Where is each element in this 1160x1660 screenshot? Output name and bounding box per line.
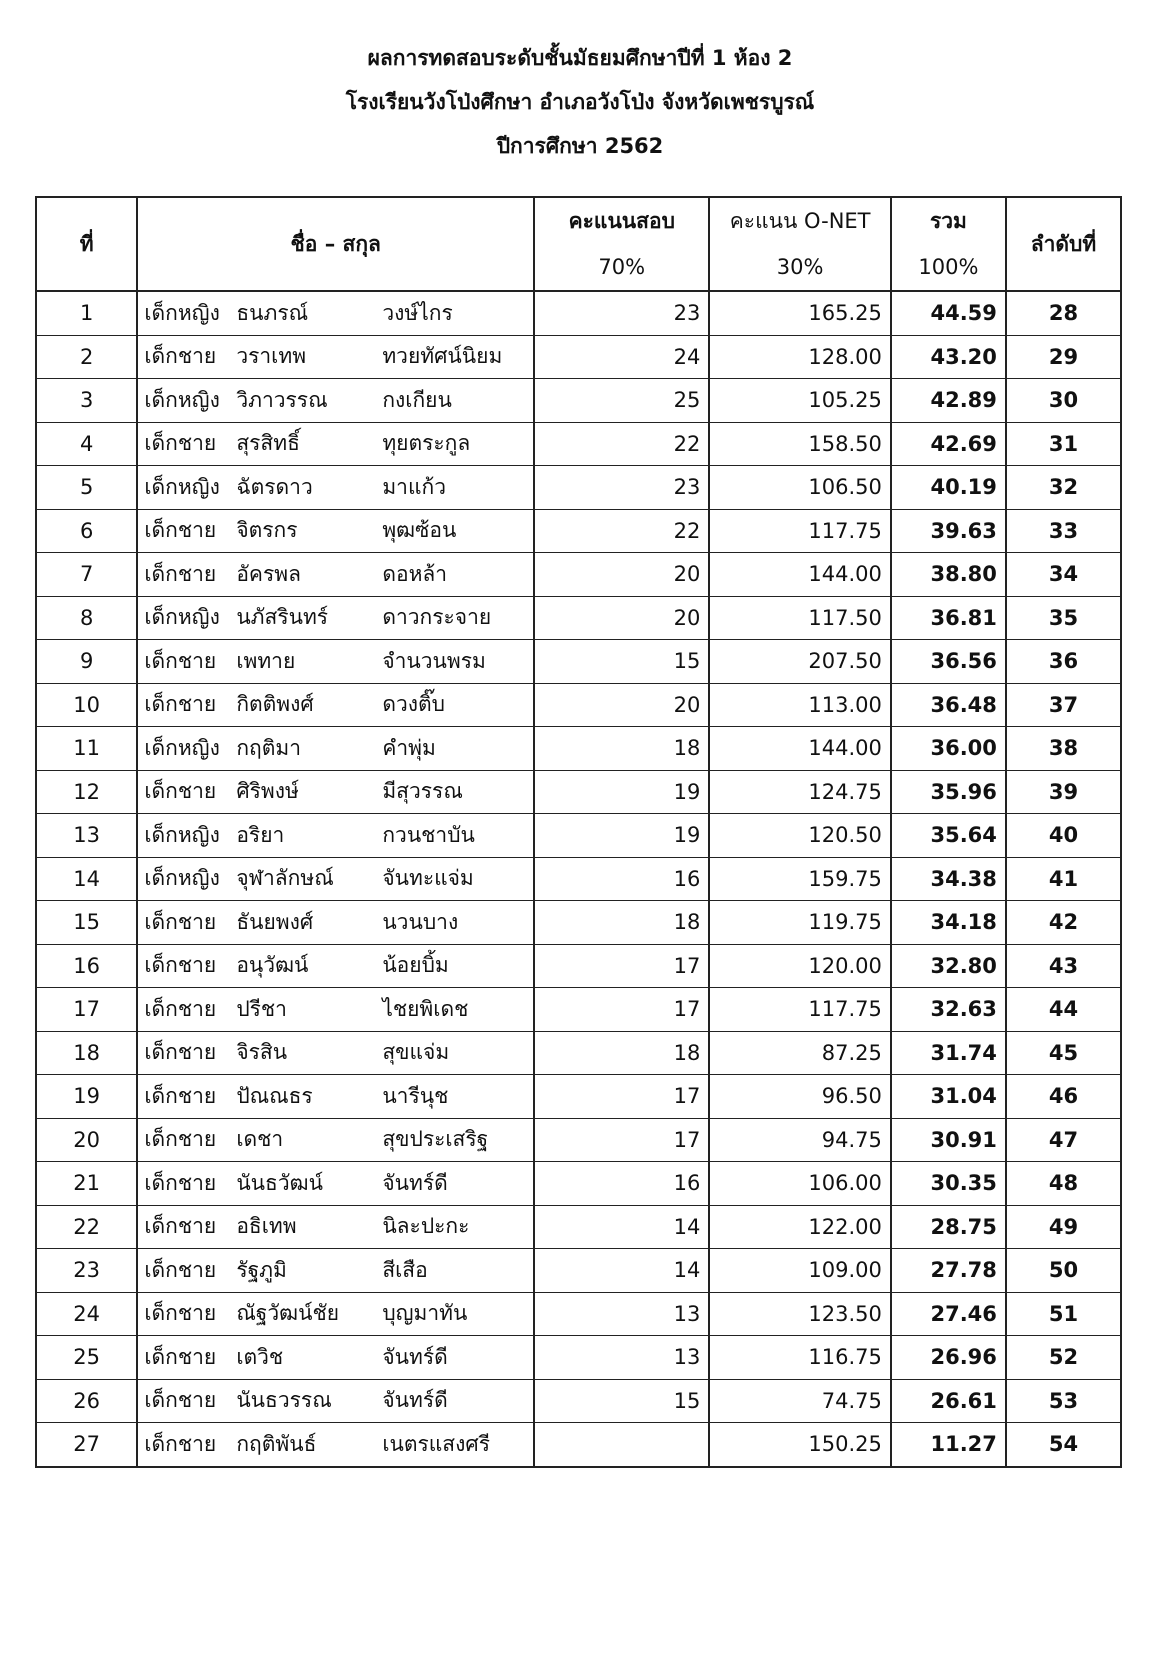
- total-score: 35.96: [891, 770, 1006, 814]
- exam-score: 19: [534, 770, 709, 814]
- last-name: มาแก้ว: [382, 474, 446, 499]
- row-number: 24: [36, 1292, 137, 1336]
- first-name: ณัฐวัฒน์ชัย: [236, 1301, 340, 1326]
- row-number: 4: [36, 422, 137, 466]
- row-number: 5: [36, 466, 137, 510]
- first-name: นภัสรินทร์: [236, 605, 329, 630]
- last-name: กวนชาบัน: [382, 822, 475, 847]
- header-total: รวม: [891, 197, 1006, 244]
- exam-score: 15: [534, 1379, 709, 1423]
- row-number: 14: [36, 857, 137, 901]
- exam-score: 18: [534, 727, 709, 771]
- total-score: 30.91: [891, 1118, 1006, 1162]
- total-score: 31.74: [891, 1031, 1006, 1075]
- first-name: กิตติพงศ์: [236, 692, 314, 717]
- first-name: เดชา: [236, 1127, 284, 1152]
- header-exam: คะแนนสอบ: [534, 197, 709, 244]
- name-prefix: เด็กหญิง: [144, 735, 220, 760]
- table-row: [36, 1423, 1121, 1467]
- row-number: 12: [36, 770, 137, 814]
- last-name: ทุยตระกูล: [382, 431, 471, 456]
- exam-score: 22: [534, 422, 709, 466]
- row-number: 10: [36, 683, 137, 727]
- student-name: [137, 901, 534, 945]
- row-number: 18: [36, 1031, 137, 1075]
- first-name: ธันยพงศ์: [236, 909, 314, 934]
- last-name: ไชยพิเดช: [382, 996, 469, 1021]
- total-score: 39.63: [891, 509, 1006, 553]
- exam-score: 16: [534, 857, 709, 901]
- first-name: จิตรกร: [236, 518, 298, 543]
- first-name: เพทาย: [236, 648, 296, 673]
- table-row: [36, 727, 1121, 771]
- rank: 39: [1006, 770, 1121, 814]
- onet-score: 128.00: [709, 335, 891, 379]
- last-name: จันทร์ดี: [382, 1344, 448, 1369]
- row-number: 25: [36, 1336, 137, 1380]
- total-score: 30.35: [891, 1162, 1006, 1206]
- last-name: คำพุ่ม: [382, 735, 436, 760]
- table-row: [36, 553, 1121, 597]
- row-number: 7: [36, 553, 137, 597]
- name-prefix: เด็กชาย: [144, 518, 217, 543]
- first-name: วราเทพ: [236, 344, 307, 369]
- header-exam-pct: 70%: [534, 244, 709, 291]
- name-prefix: เด็กชาย: [144, 344, 217, 369]
- student-name: [137, 553, 534, 597]
- exam-score: 15: [534, 640, 709, 684]
- rank: 40: [1006, 814, 1121, 858]
- rank: 50: [1006, 1249, 1121, 1293]
- onet-score: 105.25: [709, 379, 891, 423]
- header-total-pct: 100%: [891, 244, 1006, 291]
- exam-score: 25: [534, 379, 709, 423]
- name-prefix: เด็กชาย: [144, 953, 217, 978]
- onet-score: 117.50: [709, 596, 891, 640]
- first-name: ปรีชา: [236, 996, 287, 1021]
- name-prefix: เด็กชาย: [144, 909, 217, 934]
- rank: 29: [1006, 335, 1121, 379]
- first-name: ฉัตรดาว: [236, 474, 313, 499]
- header-no: ที่: [36, 197, 137, 291]
- row-number: 27: [36, 1423, 137, 1467]
- last-name: สีเสือ: [382, 1257, 428, 1282]
- exam-score: 17: [534, 1075, 709, 1119]
- document-header: [0, 36, 1160, 168]
- table-row: [36, 1249, 1121, 1293]
- first-name: รัฐภูมิ: [236, 1257, 287, 1282]
- row-number: 9: [36, 640, 137, 684]
- total-score: 36.56: [891, 640, 1006, 684]
- name-prefix: เด็กชาย: [144, 692, 217, 717]
- table-row: [36, 944, 1121, 988]
- student-name: [137, 1075, 534, 1119]
- row-number: 3: [36, 379, 137, 423]
- onet-score: 94.75: [709, 1118, 891, 1162]
- student-name: [137, 379, 534, 423]
- total-score: 26.96: [891, 1336, 1006, 1380]
- rank: 51: [1006, 1292, 1121, 1336]
- total-score: 38.80: [891, 553, 1006, 597]
- student-name: [137, 466, 534, 510]
- name-prefix: เด็กชาย: [144, 1170, 217, 1195]
- onet-score: 116.75: [709, 1336, 891, 1380]
- last-name: นารีนุช: [382, 1083, 449, 1108]
- rank: 28: [1006, 291, 1121, 335]
- first-name: นันธวรรณ: [236, 1388, 332, 1413]
- student-name: [137, 814, 534, 858]
- row-number: 26: [36, 1379, 137, 1423]
- results-table: [35, 196, 1122, 1468]
- total-score: 42.89: [891, 379, 1006, 423]
- exam-score: 20: [534, 553, 709, 597]
- rank: 33: [1006, 509, 1121, 553]
- last-name: วงษ์ไกร: [382, 300, 453, 325]
- rank: 54: [1006, 1423, 1121, 1467]
- rank: 44: [1006, 988, 1121, 1032]
- table-row: [36, 1379, 1121, 1423]
- first-name: ปัณณธร: [236, 1083, 313, 1108]
- rank: 48: [1006, 1162, 1121, 1206]
- first-name: กฤติพันธ์: [236, 1431, 317, 1456]
- exam-score: 19: [534, 814, 709, 858]
- rank: 38: [1006, 727, 1121, 771]
- table-row: [36, 379, 1121, 423]
- student-name: [137, 1423, 534, 1467]
- onet-score: 123.50: [709, 1292, 891, 1336]
- total-score: 32.80: [891, 944, 1006, 988]
- exam-score: 18: [534, 1031, 709, 1075]
- student-name: [137, 727, 534, 771]
- last-name: นิละปะกะ: [382, 1214, 470, 1239]
- table-row: [36, 1336, 1121, 1380]
- rank: 45: [1006, 1031, 1121, 1075]
- last-name: สุขประเสริฐ: [382, 1127, 489, 1152]
- table-row: [36, 466, 1121, 510]
- exam-score: [534, 1423, 709, 1467]
- exam-score: 24: [534, 335, 709, 379]
- student-name: [137, 291, 534, 335]
- header-onet: คะแนน O-NET: [709, 197, 891, 244]
- row-number: 15: [36, 901, 137, 945]
- total-score: 42.69: [891, 422, 1006, 466]
- first-name: อริยา: [236, 822, 285, 847]
- student-name: [137, 683, 534, 727]
- last-name: ทวยทัศน์นิยม: [382, 344, 503, 369]
- table-row: [36, 857, 1121, 901]
- student-name: [137, 596, 534, 640]
- row-number: 16: [36, 944, 137, 988]
- exam-score: 14: [534, 1205, 709, 1249]
- title-line-2: โรงเรียนวังโป่งศึกษา อำเภอวังโป่ง จังหวัดเพชรบูรณ์: [345, 90, 815, 114]
- onet-score: 106.50: [709, 466, 891, 510]
- onet-score: 122.00: [709, 1205, 891, 1249]
- table-row: [36, 640, 1121, 684]
- last-name: นวนบาง: [382, 909, 459, 934]
- name-prefix: เด็กชาย: [144, 1431, 217, 1456]
- row-number: 6: [36, 509, 137, 553]
- name-prefix: เด็กชาย: [144, 1040, 217, 1065]
- onet-score: 119.75: [709, 901, 891, 945]
- table-row: [36, 988, 1121, 1032]
- student-name: [137, 1249, 534, 1293]
- first-name: วิภาวรรณ: [236, 387, 328, 412]
- table-row: [36, 422, 1121, 466]
- rank: 53: [1006, 1379, 1121, 1423]
- table-row: [36, 901, 1121, 945]
- first-name: ธนภรณ์: [236, 300, 309, 325]
- name-prefix: เด็กหญิง: [144, 387, 220, 412]
- total-score: 26.61: [891, 1379, 1006, 1423]
- exam-score: 23: [534, 466, 709, 510]
- rank: 30: [1006, 379, 1121, 423]
- student-name: [137, 1205, 534, 1249]
- onet-score: 109.00: [709, 1249, 891, 1293]
- row-number: 21: [36, 1162, 137, 1206]
- exam-score: 13: [534, 1292, 709, 1336]
- name-prefix: เด็กหญิง: [144, 300, 220, 325]
- last-name: จำนวนพรม: [382, 648, 486, 673]
- last-name: น้อยบิ้ม: [382, 953, 449, 978]
- table-row: [36, 509, 1121, 553]
- rank: 41: [1006, 857, 1121, 901]
- name-prefix: เด็กชาย: [144, 779, 217, 804]
- student-name: [137, 422, 534, 466]
- title-line-3: ปีการศึกษา 2562: [496, 134, 664, 158]
- name-prefix: เด็กชาย: [144, 1083, 217, 1108]
- last-name: ดวงติ๊บ: [382, 692, 445, 717]
- onet-score: 117.75: [709, 509, 891, 553]
- exam-score: 20: [534, 596, 709, 640]
- rank: 31: [1006, 422, 1121, 466]
- total-score: 36.48: [891, 683, 1006, 727]
- name-prefix: เด็กหญิง: [144, 866, 220, 891]
- total-score: 40.19: [891, 466, 1006, 510]
- name-prefix: เด็กชาย: [144, 1257, 217, 1282]
- table-row: [36, 335, 1121, 379]
- onet-score: 159.75: [709, 857, 891, 901]
- table-row: [36, 1075, 1121, 1119]
- name-prefix: เด็กชาย: [144, 1214, 217, 1239]
- student-name: [137, 1118, 534, 1162]
- table-row: [36, 683, 1121, 727]
- row-number: 2: [36, 335, 137, 379]
- total-score: 28.75: [891, 1205, 1006, 1249]
- onet-score: 120.00: [709, 944, 891, 988]
- total-score: 31.04: [891, 1075, 1006, 1119]
- row-number: 8: [36, 596, 137, 640]
- exam-score: 22: [534, 509, 709, 553]
- onet-score: 117.75: [709, 988, 891, 1032]
- total-score: 27.78: [891, 1249, 1006, 1293]
- student-name: [137, 770, 534, 814]
- exam-score: 14: [534, 1249, 709, 1293]
- total-score: 34.18: [891, 901, 1006, 945]
- student-name: [137, 1336, 534, 1380]
- row-number: 22: [36, 1205, 137, 1249]
- table-row: [36, 1118, 1121, 1162]
- last-name: กงเกียน: [382, 387, 452, 412]
- rank: 42: [1006, 901, 1121, 945]
- table-row: [36, 1292, 1121, 1336]
- first-name: ศิริพงษ์: [236, 779, 299, 804]
- exam-score: 17: [534, 944, 709, 988]
- rank: 37: [1006, 683, 1121, 727]
- exam-score: 13: [534, 1336, 709, 1380]
- first-name: จิรสิน: [236, 1040, 288, 1065]
- onet-score: 158.50: [709, 422, 891, 466]
- student-name: [137, 1379, 534, 1423]
- name-prefix: เด็กหญิง: [144, 822, 220, 847]
- name-prefix: เด็กหญิง: [144, 474, 220, 499]
- last-name: ดอหล้า: [382, 561, 448, 586]
- results-body: [36, 291, 1121, 1467]
- rank: 46: [1006, 1075, 1121, 1119]
- total-score: 34.38: [891, 857, 1006, 901]
- onet-score: 144.00: [709, 553, 891, 597]
- row-number: 13: [36, 814, 137, 858]
- row-number: 23: [36, 1249, 137, 1293]
- onet-score: 120.50: [709, 814, 891, 858]
- row-number: 17: [36, 988, 137, 1032]
- total-score: 36.00: [891, 727, 1006, 771]
- student-name: [137, 1162, 534, 1206]
- student-name: [137, 509, 534, 553]
- first-name: อนุวัฒน์: [236, 953, 309, 978]
- rank: 35: [1006, 596, 1121, 640]
- header-name: ชื่อ – สกุล: [137, 197, 534, 291]
- last-name: พุฒซ้อน: [382, 518, 457, 543]
- table-row: [36, 1031, 1121, 1075]
- table-row: [36, 770, 1121, 814]
- name-prefix: เด็กชาย: [144, 1127, 217, 1152]
- rank: 34: [1006, 553, 1121, 597]
- last-name: จันทะแจ่ม: [382, 866, 474, 891]
- rank: 49: [1006, 1205, 1121, 1249]
- rank: 32: [1006, 466, 1121, 510]
- last-name: จันทร์ดี: [382, 1170, 448, 1195]
- table-row: [36, 1205, 1121, 1249]
- exam-score: 17: [534, 1118, 709, 1162]
- exam-score: 17: [534, 988, 709, 1032]
- total-score: 27.46: [891, 1292, 1006, 1336]
- exam-score: 20: [534, 683, 709, 727]
- name-prefix: เด็กชาย: [144, 1344, 217, 1369]
- header-onet-pct: 30%: [709, 244, 891, 291]
- first-name: จุฬาลักษณ์: [236, 866, 334, 891]
- onet-score: 74.75: [709, 1379, 891, 1423]
- row-number: 11: [36, 727, 137, 771]
- total-score: 32.63: [891, 988, 1006, 1032]
- onet-score: 87.25: [709, 1031, 891, 1075]
- exam-score: 18: [534, 901, 709, 945]
- total-score: 36.81: [891, 596, 1006, 640]
- first-name: อัครพล: [236, 561, 301, 586]
- student-name: [137, 988, 534, 1032]
- total-score: 44.59: [891, 291, 1006, 335]
- table-row: [36, 1162, 1121, 1206]
- rank: 43: [1006, 944, 1121, 988]
- table-row: [36, 291, 1121, 335]
- onet-score: 124.75: [709, 770, 891, 814]
- student-name: [137, 335, 534, 379]
- student-name: [137, 1292, 534, 1336]
- name-prefix: เด็กชาย: [144, 1301, 217, 1326]
- student-name: [137, 857, 534, 901]
- last-name: ดาวกระจาย: [382, 605, 492, 630]
- table-row: [36, 814, 1121, 858]
- onet-score: 207.50: [709, 640, 891, 684]
- first-name: สุรสิทธิ์: [236, 431, 300, 456]
- exam-score: 16: [534, 1162, 709, 1206]
- student-name: [137, 944, 534, 988]
- rank: 47: [1006, 1118, 1121, 1162]
- name-prefix: เด็กหญิง: [144, 605, 220, 630]
- onet-score: 165.25: [709, 291, 891, 335]
- last-name: มีสุวรรณ: [382, 779, 463, 804]
- last-name: สุขแจ่ม: [382, 1040, 450, 1065]
- first-name: นันธวัฒน์: [236, 1170, 323, 1195]
- first-name: อธิเทพ: [236, 1214, 297, 1239]
- row-number: 20: [36, 1118, 137, 1162]
- name-prefix: เด็กชาย: [144, 431, 217, 456]
- first-name: กฤติมา: [236, 735, 302, 760]
- total-score: 43.20: [891, 335, 1006, 379]
- rank: 36: [1006, 640, 1121, 684]
- rank: 52: [1006, 1336, 1121, 1380]
- name-prefix: เด็กชาย: [144, 996, 217, 1021]
- first-name: เตวิช: [236, 1344, 284, 1369]
- exam-score: 23: [534, 291, 709, 335]
- total-score: 11.27: [891, 1423, 1006, 1467]
- row-number: 1: [36, 291, 137, 335]
- last-name: เนตรแสงศรี: [382, 1431, 490, 1456]
- name-prefix: เด็กชาย: [144, 561, 217, 586]
- header-rank: ลำดับที่: [1006, 197, 1121, 291]
- name-prefix: เด็กชาย: [144, 648, 217, 673]
- name-prefix: เด็กชาย: [144, 1388, 217, 1413]
- onet-score: 113.00: [709, 683, 891, 727]
- title-line-1: ผลการทดสอบระดับชั้นมัธยมศึกษาปีที่ 1 ห้อง 2: [367, 46, 793, 70]
- last-name: บุญมาทัน: [382, 1301, 468, 1326]
- onet-score: 96.50: [709, 1075, 891, 1119]
- total-score: 35.64: [891, 814, 1006, 858]
- student-name: [137, 1031, 534, 1075]
- onet-score: 144.00: [709, 727, 891, 771]
- last-name: จันทร์ดี: [382, 1388, 448, 1413]
- row-number: 19: [36, 1075, 137, 1119]
- table-row: [36, 596, 1121, 640]
- onet-score: 106.00: [709, 1162, 891, 1206]
- onet-score: 150.25: [709, 1423, 891, 1467]
- student-name: [137, 640, 534, 684]
